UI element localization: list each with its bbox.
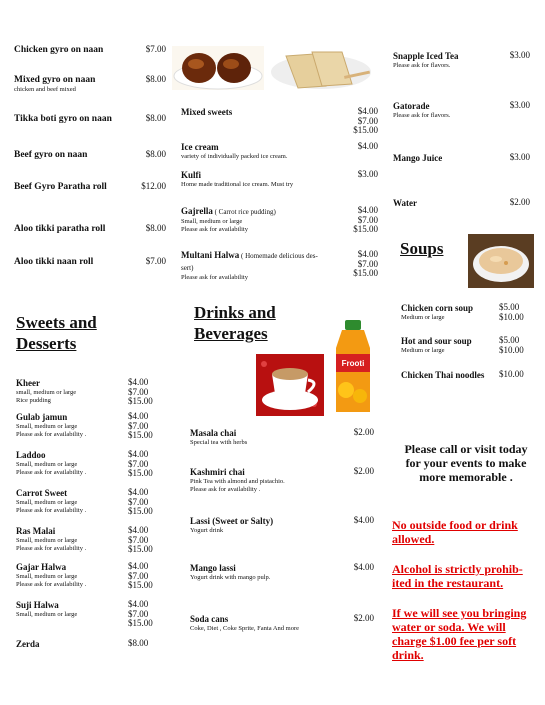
price-value: $5.00 — [499, 335, 520, 345]
price-value: $7.00 — [357, 214, 378, 225]
item-name-text: Mango Juice — [393, 153, 443, 163]
price-value: $4.00 — [128, 449, 149, 459]
notice-text: If we will see you bringing water or soda. We will charge $1.00 fee per soft drink. — [392, 606, 527, 662]
price-value: $10.00 — [499, 369, 524, 379]
item-description: Small, medium or large Please ask for availability . — [16, 461, 87, 476]
price-value: $4.00 — [128, 599, 149, 609]
item-name — [16, 600, 126, 611]
item-name-text: Multani Halwa — [181, 250, 240, 260]
item-description: Medium or large — [401, 314, 445, 321]
item-name — [401, 370, 501, 381]
item-name-text: Aloo tikki naan roll — [14, 257, 94, 267]
item-description: Please ask for flavors. — [393, 62, 451, 69]
item-name — [16, 639, 126, 650]
price-value: $4.00 — [128, 561, 149, 571]
menu-item — [16, 526, 126, 553]
item-name — [401, 336, 501, 347]
item-name-text: Carrot Sweet — [16, 488, 68, 498]
menu-item — [393, 153, 503, 164]
item-name — [16, 562, 126, 573]
price-value: $10.00 — [499, 311, 524, 322]
item-prices — [336, 206, 378, 235]
item-name — [393, 153, 503, 164]
menu-item — [181, 107, 331, 118]
price-value: $2.00 — [353, 613, 374, 623]
item-name-text: Gulab jamun — [16, 412, 68, 422]
menu-item — [190, 467, 340, 494]
item-name — [190, 563, 340, 574]
item-prices — [128, 562, 156, 591]
item-name-text: Soda cans — [190, 614, 229, 624]
item-prices — [128, 412, 156, 441]
item-description: Yogurt drink with mango pulp. — [190, 574, 271, 581]
menu-item — [401, 336, 501, 355]
item-name — [393, 101, 503, 112]
item-name-text: Laddoo — [16, 450, 46, 460]
price-value: $7.00 — [128, 534, 149, 545]
item-prices — [126, 257, 166, 267]
item-prices — [499, 370, 527, 380]
item-prices — [126, 182, 166, 192]
price-value: $4.00 — [357, 141, 378, 151]
price-value: $4.00 — [128, 487, 149, 497]
item-description: variety of individually packed ice cream. — [181, 153, 288, 160]
price-value: $4.00 — [357, 205, 378, 215]
item-name-text: Gatorade — [393, 101, 430, 111]
item-name-text: Water — [393, 198, 417, 208]
menu-item — [401, 370, 501, 381]
price-value: $7.00 — [128, 608, 149, 619]
item-description: chicken and beef mixed — [14, 86, 76, 93]
item-name — [401, 303, 501, 314]
soups-heading: Soups — [400, 239, 444, 258]
item-prices — [126, 224, 166, 234]
masala-chai-photo — [256, 354, 324, 416]
price-value: $3.00 — [509, 152, 530, 162]
item-name-text: Gajar Halwa — [16, 562, 67, 572]
item-prices — [492, 101, 530, 111]
soup-photo — [468, 234, 534, 288]
menu-item — [190, 516, 340, 535]
price-value: $4.00 — [353, 515, 374, 525]
price-value: $15.00 — [128, 468, 153, 478]
item-prices — [128, 526, 156, 555]
item-description: Home made traditional ice cream. Must try — [181, 181, 294, 188]
item-name — [181, 142, 331, 153]
menu-item — [16, 600, 126, 619]
item-description: Coke, Diet , Coke Sprite, Fanta And more — [190, 625, 300, 632]
item-name-text: Tikka boti gyro on naan — [14, 114, 112, 124]
menu-item — [401, 303, 501, 322]
item-prices — [336, 614, 374, 624]
item-name-text: Mixed gyro on naan — [14, 75, 96, 85]
item-prices — [128, 450, 156, 479]
menu-item — [16, 378, 126, 405]
item-description: Special tea with herbs — [190, 439, 248, 446]
item-description: Small, medium or large Please ask for availability . — [16, 423, 87, 438]
price-value: $3.00 — [509, 50, 530, 60]
price-value: $3.00 — [509, 100, 530, 110]
item-name-text: Gajrella — [181, 206, 213, 216]
menu-item — [181, 206, 331, 234]
juice-brand-label: Frooti — [341, 359, 365, 368]
menu-item — [14, 45, 129, 56]
item-name-text: Snapple Iced Tea — [393, 51, 459, 61]
price-value: $4.00 — [128, 377, 149, 387]
menu-item — [190, 614, 340, 633]
item-name-text: Zerda — [16, 639, 40, 649]
item-name-text: Kashmiri chai — [190, 467, 245, 477]
item-name-text: Mango lassi — [190, 563, 236, 573]
menu-item — [393, 198, 503, 209]
item-name — [14, 257, 129, 268]
item-description: Small, medium or large — [16, 611, 78, 618]
item-name-text: Kulfi — [181, 170, 202, 180]
sweets-heading: Sweets and Desserts — [16, 313, 97, 353]
item-name — [16, 488, 126, 499]
price-value: $4.00 — [357, 106, 378, 116]
menu-item — [393, 51, 503, 70]
price-value: $7.00 — [357, 115, 378, 126]
item-prices — [499, 336, 527, 355]
item-name — [14, 45, 129, 56]
item-name-text: Hot and sour soup — [401, 336, 472, 346]
price-value: $10.00 — [499, 344, 524, 355]
item-name-text: Ras Malai — [16, 526, 56, 536]
menu-item — [14, 224, 129, 235]
item-note: ( Carrot rice pudding) — [212, 208, 276, 216]
menu-item — [181, 250, 331, 282]
item-name — [181, 206, 331, 218]
price-value: $12.00 — [141, 181, 166, 191]
item-prices — [336, 250, 378, 279]
price-value: $15.00 — [353, 125, 378, 135]
menu-item — [16, 639, 126, 650]
gulab-jamun-photo — [172, 46, 264, 90]
menu-item — [190, 563, 340, 582]
item-note: ( Homemade delicious des- sert) — [181, 252, 318, 272]
item-prices — [492, 153, 530, 163]
menu-item — [14, 114, 129, 125]
price-value: $15.00 — [353, 224, 378, 234]
item-name — [14, 114, 129, 125]
price-value: $3.00 — [357, 169, 378, 179]
drinks-heading: Drinks and Beverages — [194, 303, 276, 343]
price-value: $7.00 — [128, 458, 149, 469]
menu-item — [16, 450, 126, 477]
item-prices — [492, 198, 530, 208]
price-value: $7.00 — [128, 570, 149, 581]
price-value: $2.00 — [353, 427, 374, 437]
item-name — [190, 467, 340, 478]
price-value: $15.00 — [128, 430, 153, 440]
price-value: $4.00 — [353, 562, 374, 572]
item-name — [16, 526, 126, 537]
item-prices — [336, 467, 374, 477]
item-description: Small, medium or large Please ask for availability . — [16, 537, 87, 552]
item-name — [16, 378, 126, 389]
price-value: $8.00 — [128, 638, 149, 648]
item-name — [190, 516, 340, 527]
menu-item — [16, 412, 126, 439]
price-value: $7.00 — [357, 258, 378, 269]
item-prices — [499, 303, 527, 322]
notice-text: Alcohol is strictly prohib- ited in the restaurant. — [392, 562, 523, 590]
menu-item — [16, 562, 126, 589]
item-name — [181, 107, 331, 118]
price-value: $15.00 — [128, 580, 153, 590]
price-value: $8.00 — [145, 149, 166, 159]
price-value: $7.00 — [145, 256, 166, 266]
price-value: $15.00 — [128, 506, 153, 516]
price-value: $4.00 — [128, 525, 149, 535]
menu-item — [181, 170, 331, 189]
item-description: Pink Tea with almond and pistachio. Please ask for availability . — [190, 478, 285, 493]
item-name — [14, 75, 129, 86]
item-description: Please ask for flavors. — [393, 112, 451, 119]
price-value: $5.00 — [499, 302, 520, 312]
item-prices — [336, 170, 378, 180]
item-description: Small, medium or large Please ask for availability . — [16, 573, 87, 588]
price-value: $8.00 — [145, 113, 166, 123]
price-value: $15.00 — [128, 618, 153, 628]
item-prices — [126, 45, 166, 55]
item-prices — [128, 378, 156, 407]
item-name-text: Aloo tikki paratha roll — [14, 224, 106, 234]
price-value: $7.00 — [128, 496, 149, 507]
item-prices — [336, 142, 378, 152]
item-name — [190, 614, 340, 625]
price-value: $2.00 — [509, 197, 530, 207]
item-name — [393, 198, 503, 209]
item-name-text: Beef Gyro Paratha roll — [14, 182, 107, 192]
item-prices — [336, 107, 378, 136]
price-value: $2.00 — [353, 466, 374, 476]
item-name-text: Chicken Thai noodles — [401, 370, 485, 380]
menu-item — [14, 182, 129, 193]
item-name — [181, 170, 331, 181]
kulfi-photo — [268, 46, 374, 90]
item-description: Small, medium or large Please ask for availability — [181, 218, 248, 233]
price-value: $15.00 — [128, 396, 153, 406]
item-prices — [336, 563, 374, 573]
price-value: $4.00 — [357, 249, 378, 259]
item-description: Medium or large — [401, 347, 445, 354]
price-value: $15.00 — [353, 268, 378, 278]
item-prices — [128, 600, 156, 629]
menu-item — [181, 142, 331, 161]
item-name-text: Suji Halwa — [16, 600, 59, 610]
menu-item — [393, 101, 503, 120]
item-name-text: Chicken corn soup — [401, 303, 474, 313]
menu-item — [190, 428, 340, 447]
item-prices — [126, 150, 166, 160]
menu-item — [14, 75, 129, 94]
price-value: $7.00 — [128, 386, 149, 397]
price-value: $8.00 — [145, 223, 166, 233]
price-value: $7.00 — [128, 420, 149, 431]
item-prices — [492, 51, 530, 61]
item-name — [181, 250, 331, 274]
price-value: $7.00 — [145, 44, 166, 54]
item-name — [393, 51, 503, 62]
item-name — [190, 428, 340, 439]
mango-juice-photo — [330, 320, 376, 416]
item-name-text: Mixed sweets — [181, 107, 233, 117]
menu-item — [14, 150, 129, 161]
events-note: Please call or visit today for your events to make more memorable . — [404, 442, 528, 484]
item-description: small, medium or large Rice pudding — [16, 389, 77, 404]
item-name — [14, 224, 129, 235]
item-prices — [126, 114, 166, 124]
item-name — [16, 450, 126, 461]
item-description: Please ask for availability — [181, 274, 248, 281]
item-name-text: Kheer — [16, 378, 40, 388]
item-prices — [128, 488, 156, 517]
item-name — [14, 150, 129, 161]
item-description: Yogurt drink — [190, 527, 224, 534]
item-name-text: Masala chai — [190, 428, 237, 438]
item-name-text: Ice cream — [181, 142, 219, 152]
item-name-text: Beef gyro on naan — [14, 150, 88, 160]
price-value: $15.00 — [128, 544, 153, 554]
menu-item — [14, 257, 129, 268]
item-prices — [126, 75, 166, 85]
item-name — [16, 412, 126, 423]
item-prices — [128, 639, 156, 649]
item-name-text: Lassi (Sweet or Salty) — [190, 516, 274, 526]
item-name-text: Chicken gyro on naan — [14, 45, 104, 55]
item-prices — [336, 516, 374, 526]
menu-item — [16, 488, 126, 515]
price-value: $4.00 — [128, 411, 149, 421]
price-value: $8.00 — [145, 74, 166, 84]
item-name — [14, 182, 129, 193]
notice-text: No outside food or drink allowed. — [392, 518, 518, 546]
item-description: Small, medium or large Please ask for availability . — [16, 499, 87, 514]
item-prices — [336, 428, 374, 438]
